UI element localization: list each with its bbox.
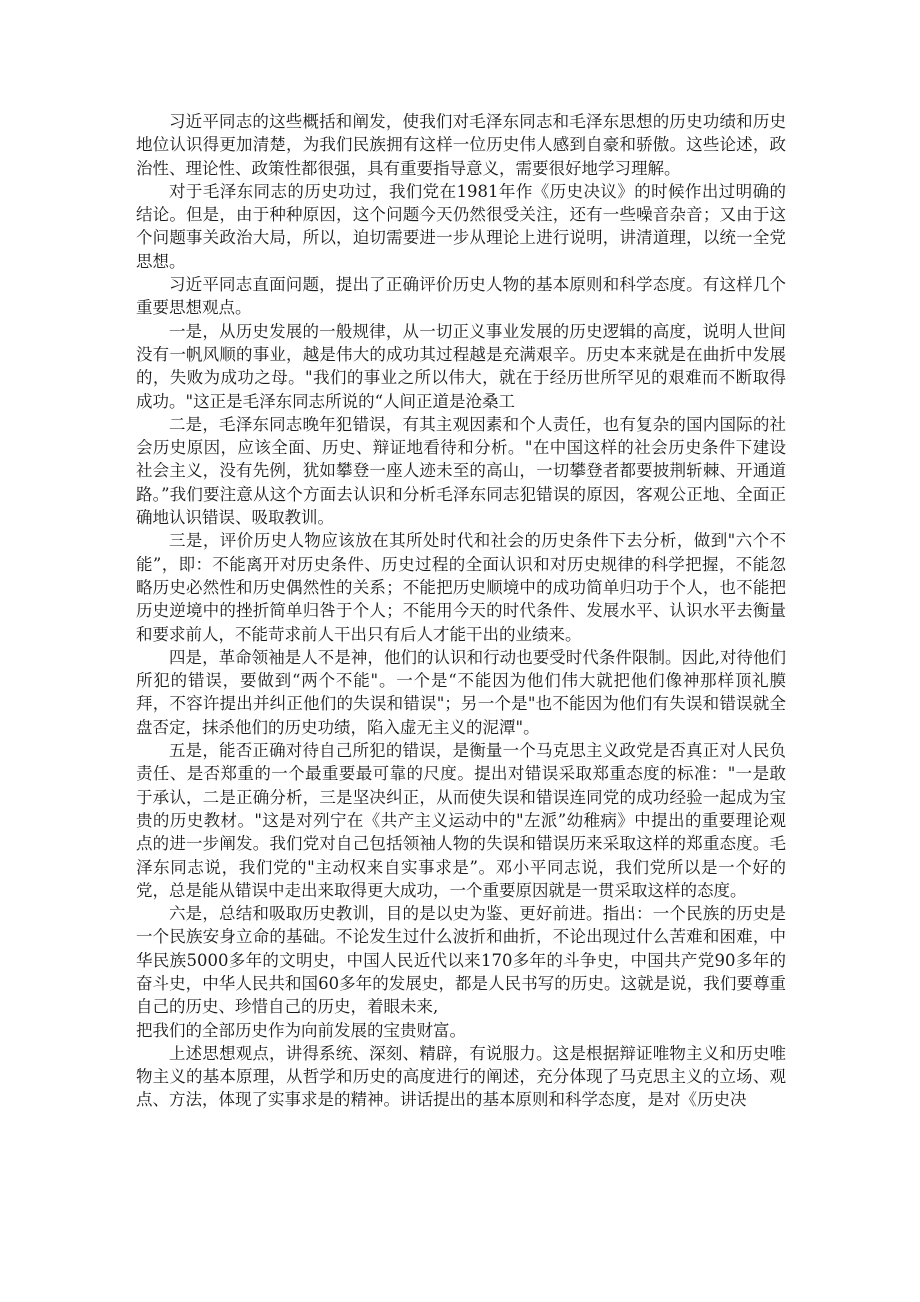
paragraph-historical-merits: 对于毛泽东同志的历史功过，我们党在1981年作《历史决议》的时候作出过明确的结论。但是，由于种种原因，这个问题今天仍然很受关注，还有一些噪音杂音；又由于这个问题事关政治大局，所以，迫切需要进一步从理论上进行说明，讲清道理，以统一全党思想。 [136, 181, 786, 271]
paragraph-conclusion: 上述思想观点，讲得系统、深刻、精辟，有说服力。这是根据辩证唯物主义和历史唯物主义的基本原理，从哲学和历史的高度进行的阐述，充分体现了马克思主义的立场、观点、方法，体现了实事求是的精神。讲话提出的基本原则和科学态度，是对《历史决 [136, 1043, 786, 1110]
document-body [136, 110, 786, 1112]
paragraph-point-two: 二是，毛泽东同志晚年犯错误，有其主观因素和个人责任，也有复杂的国内国际的社会历史原因，应该全面、历史、辩证地看待和分析。"在中国这样的社会历史条件下建设社会主义，没有先例，犹如攀登一座人迹未至的高山，一切攀登者都要披荆斩棘、开通道路。”我们要注意从这个方面去认识和分析毛泽东同志犯错误的原因，客观公正地、全面正确地认识错误、吸取教训。 [136, 414, 786, 528]
paragraph-point-one: 一是，从历史发展的一般规律，从一切正义事业发展的历史逻辑的高度，说明人世间没有一帆风顺的事业，越是伟大的成功其过程越是充满艰辛。历史本来就是在曲折中发展的，失败为成功之母。"我们的事业之所以伟大，就在于经历世所罕见的艰难而不断取得成功。"这正是毛泽东同志所说的“人间正道是沧桑工 [136, 321, 786, 411]
paragraph-point-six: 六是，总结和吸取历史教训，目的是以史为鉴、更好前进。指出：一个民族的历史是一个民族安身立命的基础。不论发生过什么波折和曲折，不论出现过什么苦难和困难，中华民族5000多年的文明史，中国人民近代以来170多年的斗争史，中国共产党90多年的奋斗史，中华人民共和国60多年的发展史，都是人民书写的历史。这就是说，我们要尊重自己的历史、珍惜自己的历史，着眼未来, [136, 904, 786, 1017]
paragraph-principles-intro: 习近平同志直面问题，提出了正确评价历史人物的基本原则和科学态度。有这样几个重要思想观点。 [136, 275, 786, 318]
paragraph-point-three: 三是，评价历史人物应该放在其所处时代和社会的历史条件下去分析，做到"六个不能”，即：不能离开对历史条件、历史过程的全面认识和对历史规律的科学把握，不能忽略历史必然性和历史偶然性的关系；不能把历史顺境中的成功简单归功于个人，也不能把历史逆境中的挫折简单归咎于个人；不能用今天的时代条件、发展水平、认识水平去衡量和要求前人，不能苛求前人干出只有后人才能干出的业绩来。 [136, 531, 786, 644]
paragraph-point-four: 四是，革命领袖是人不是神，他们的认识和行动也要受时代条件限制。因此,对待他们所犯的错误，要做到“两个不能"。一个是“不能因为他们伟大就把他们像神那样顶礼膜拜，不容许提出并纠正他们的失误和错误"；另一个是"也不能因为他们有失误和错误就全盘否定，抹杀他们的历史功绩，陷入虚无主义的泥潭"。 [136, 647, 786, 737]
paragraph-intro-summary: 习近平同志的这些概括和阐发，使我们对毛泽东同志和毛泽东思想的历史功绩和历史地位认识得更加清楚，为我们民族拥有这样一位历史伟人感到自豪和骄傲。这些论述，政治性、理论性、政策性都很强，具有重要指导意义，需要很好地学习理解。 [136, 112, 786, 178]
paragraph-point-six-continued: 把我们的全部历史作为向前发展的宝贵财富。 [136, 1020, 466, 1040]
paragraph-point-five: 五是，能否正确对待自己所犯的错误，是衡量一个马克思主义政党是否真正对人民负责任、是否郑重的一个最重要最可靠的尺度。提出对错误采取郑重态度的标准："一是敢于承认，二是正确分析，三是坚决纠正，从而使失误和错误连同党的成功经验一起成为宝贵的历史教材。"这是对列宁在《共产主义运动中的"左派”幼稚病》中提出的重要理论观点的进一步阐发。我们党对自己包括领袖人物的失误和错误历来采取这样的郑重态度。毛泽东同志说，我们党的"主动权来自实事求是”。邓小平同志说，我们党所以是一个好的党，总是能从错误中走出来取得更大成功，一个重要原因就是一贯采取这样的态度。 [136, 741, 786, 900]
